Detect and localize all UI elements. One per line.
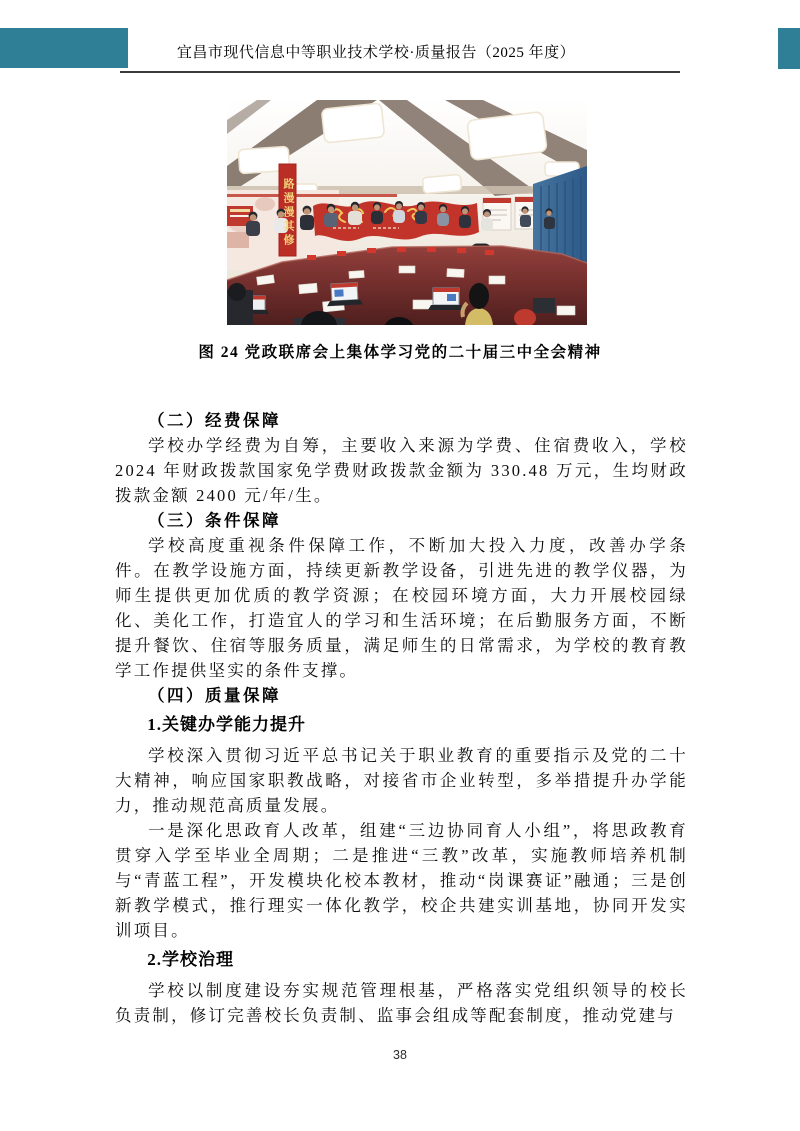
section-heading-conditions: （三）条件保障 <box>148 511 281 530</box>
paragraph-conditions: 学校高度重视条件保障工作，不断加大投入力度，改善办学条件。在教学设施方面，持续更新教学设备，引进先进的教学仪器，为师生提供更加优质的教学资源；在校园环境方面，大力开展校园绿化、美化工作，打造宜人的学习和生活环境；在后勤服务方面，不断提升餐饮、住宿等服务质量，满足师生的日常需求，为学校的教育教学工作提供坚实的条件支撑。 <box>115 536 688 680</box>
paragraph-capability-1: 学校深入贯彻习近平总书记关于职业教育的重要指示及党的二十大精神，响应国家职教战略，对接省市企业转型，多举措提升办学能力，推动规范高质量发展。 <box>115 746 688 815</box>
header-rule <box>120 71 680 73</box>
paragraph-funding: 学校办学经费为自筹，主要收入来源为学费、住宿费收入，学校 2024 年财政拨款国家免学费财政拨款金额为 330.48 万元，生均财政拨款金额 2400 元/年/生。 <box>115 436 688 505</box>
header-right-accent-bar <box>778 28 800 69</box>
figure-caption: 图 24 党政联席会上集体学习党的二十届三中全会精神 <box>198 344 602 361</box>
paragraph-capability-2: 一是深化思政育人改革，组建“三边协同育人小组”，将思政教育贯穿入学至毕业全周期；二是推进“三教”改革，实施教师培养机制与“青蓝工程”，开发模块化校本教材，推动“岗课赛证”融通；三是创新教学模式，推行理实一体化教学，校企共建实训基地，协同开发实训项目。 <box>115 821 688 940</box>
page-number: 38 <box>393 1048 407 1062</box>
figure-photo <box>227 100 587 325</box>
paragraph-governance: 学校以制度建设夯实规范管理根基，严格落实党组织领导的校长负责制，修订完善校长负责制、监事会组成等配套制度，推动党建与 <box>115 981 688 1025</box>
subheading-key-capability: 1.关键办学能力提升 <box>147 715 307 734</box>
document-body <box>115 408 688 1028</box>
section-heading-quality: （四）质量保障 <box>148 686 281 705</box>
section-heading-funding: （二）经费保障 <box>148 411 281 430</box>
vertical-banner-text: 路漫漫其修 <box>282 178 294 248</box>
subheading-governance: 2.学校治理 <box>147 950 235 969</box>
page-header-title: 宜昌市现代信息中等职业技术学校·质量报告（2025 年度） <box>176 45 576 61</box>
